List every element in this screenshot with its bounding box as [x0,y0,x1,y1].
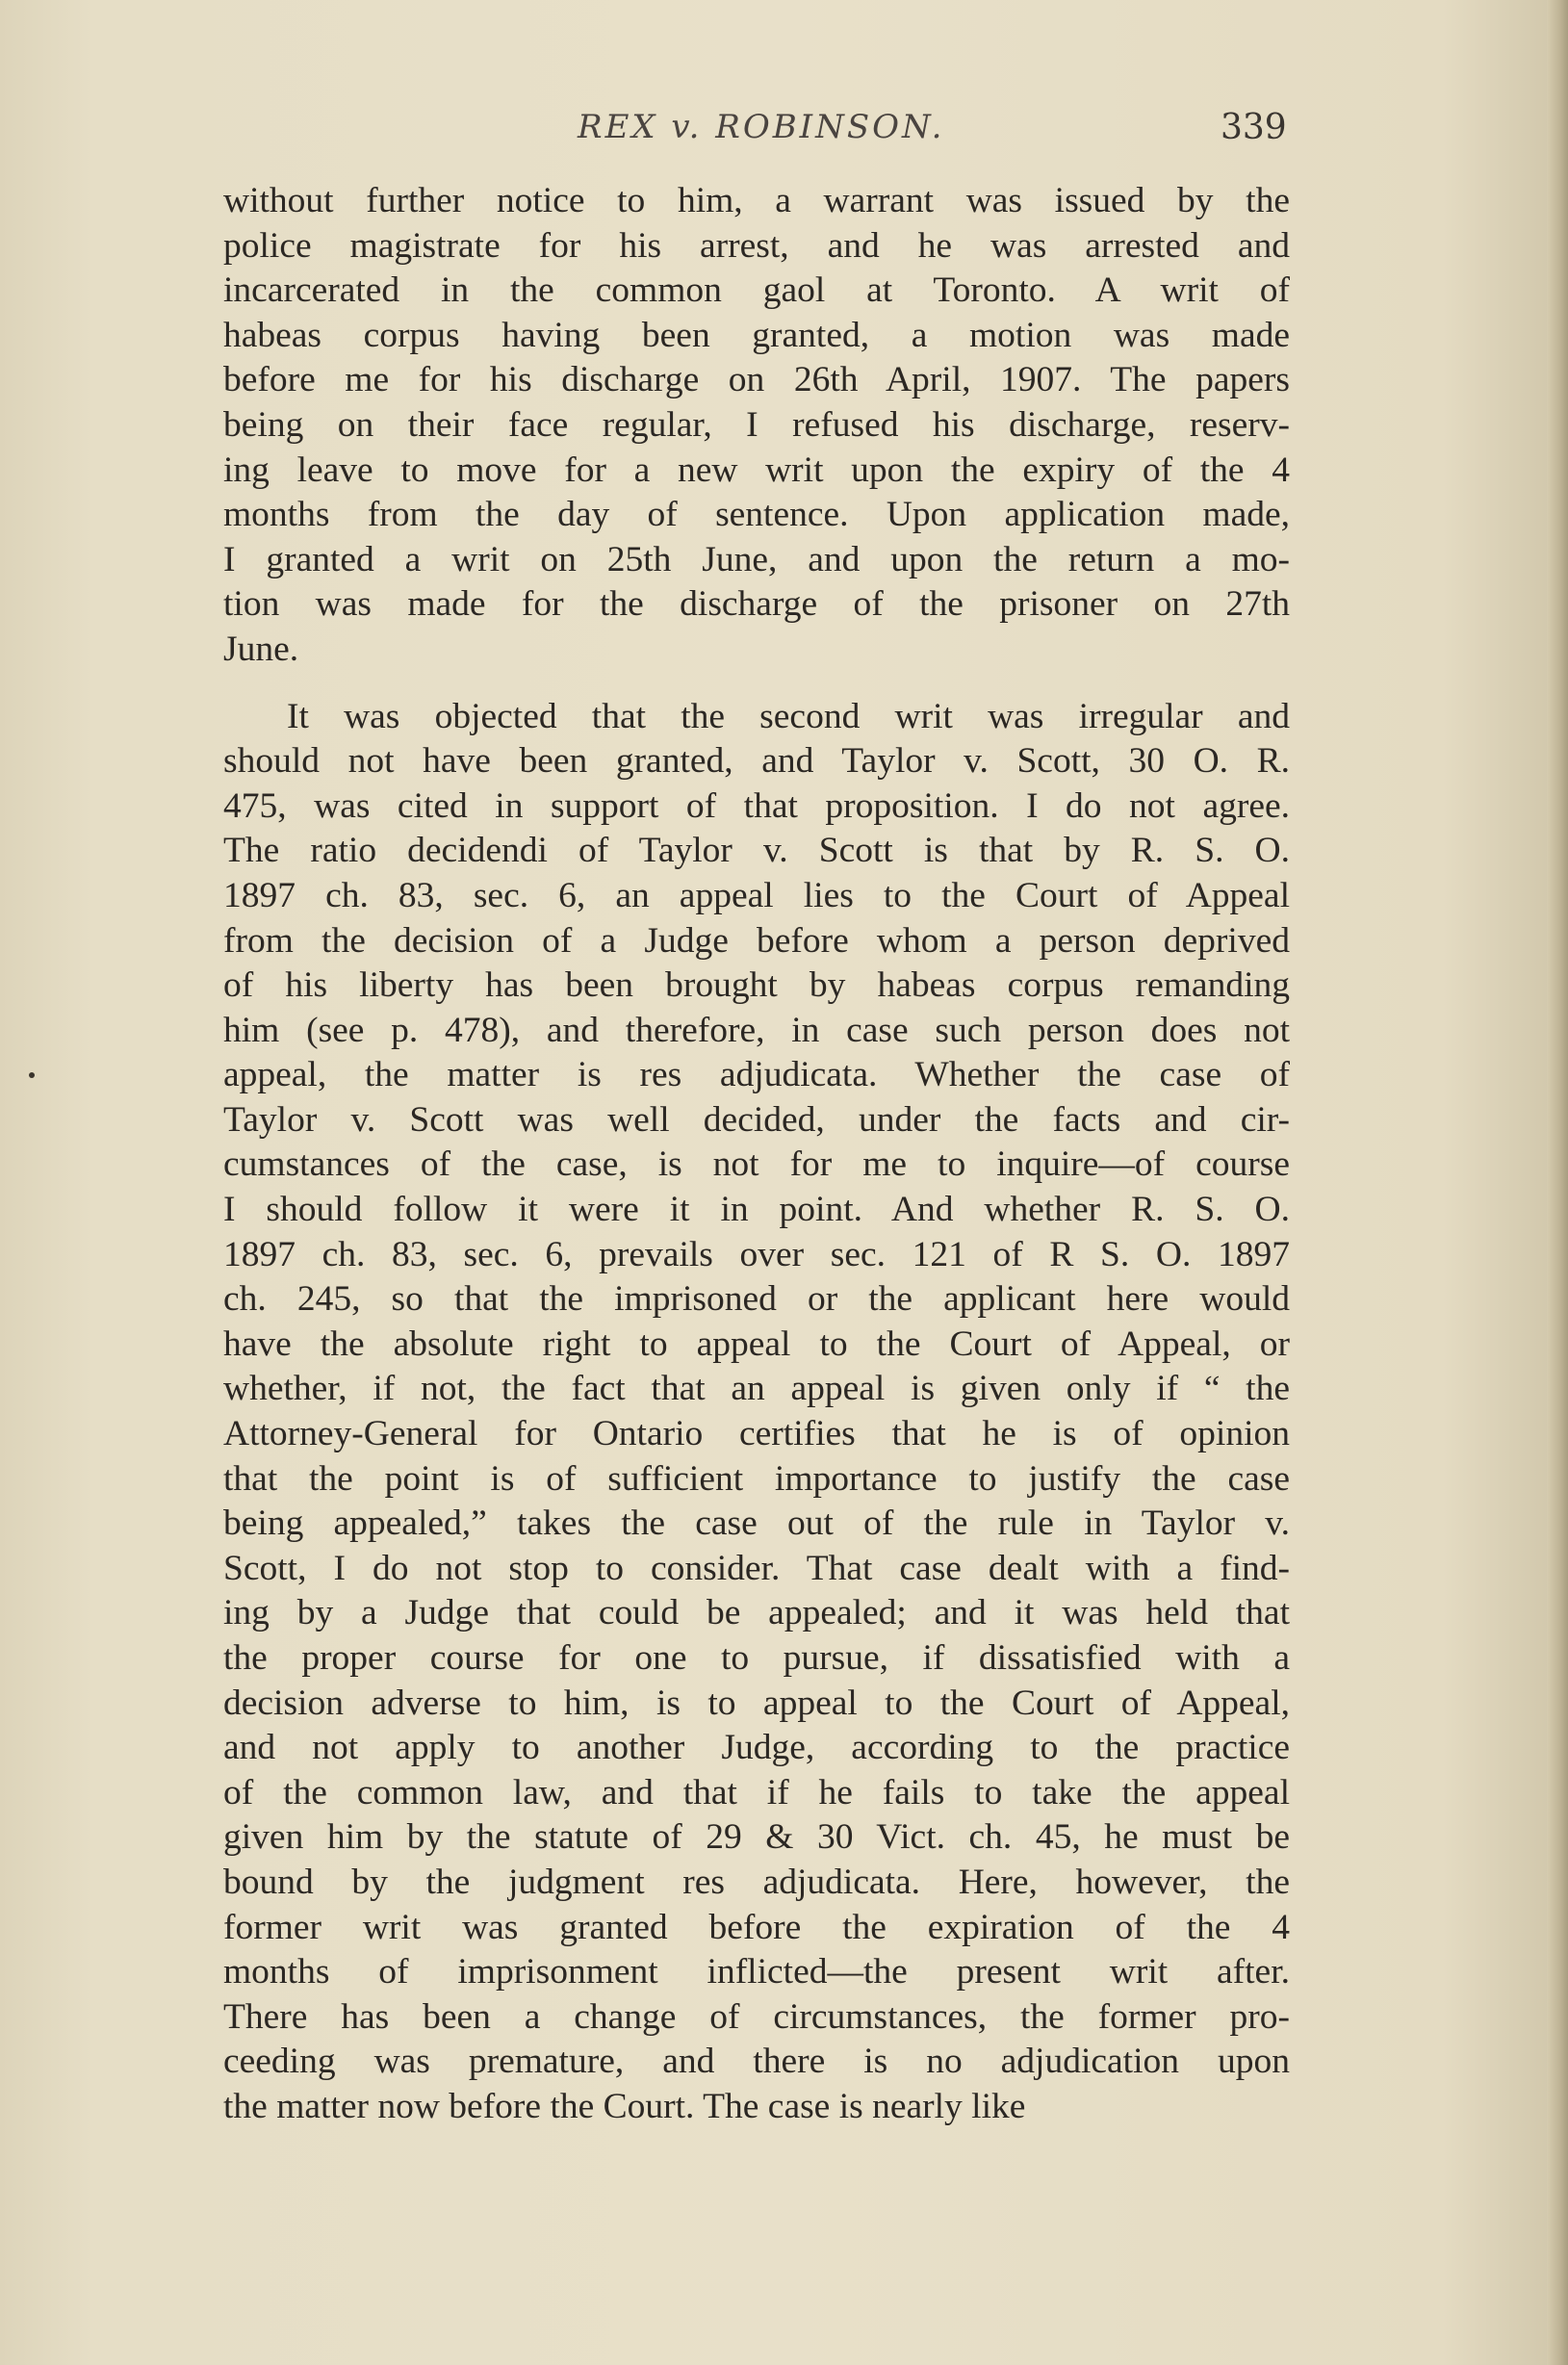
text-line: bound by the judgment res adjudicata. Here, however, the [223,1862,1290,1902]
paragraph-1 [223,179,1290,673]
text-line-content: It was objected that the second writ was irregular and [287,696,1290,736]
text-line: ceeding was premature, and there is no adjudication upon [223,2042,1290,2082]
text-line: the matter now before the Court. The case is nearly like [223,2086,1026,2126]
text-line: being on their face regular, I refused his discharge, reserv- [223,404,1290,445]
text-line: before me for his discharge on 26th April, 1907. The papers [223,360,1290,400]
body-text [223,179,1290,2130]
page-edge [1547,0,1568,2365]
text-line: of the common law, and that if he fails to take the appeal [223,1772,1290,1812]
page-number: 339 [1221,108,1287,147]
text-line: Scott, I do not stop to consider. That case dealt with a find- [223,1548,1290,1588]
text-line: I granted a writ on 25th June, and upon the return a mo- [223,539,1290,579]
text-line: being appealed,” takes the case out of the rule in Taylor v. [223,1504,1290,1544]
text-line: should not have been granted, and Taylor v. Scott, 30 O. R. [223,741,1290,782]
text-line: 1897 ch. 83, sec. 6, prevails over sec. 121 of R S. O. 1897 [223,1234,1290,1274]
text-line: given him by the statute of 29 & 30 Vict. ch. 45, he must be [223,1817,1290,1858]
text-line: months from the day of sentence. Upon application made, [223,495,1290,535]
text-line: incarcerated in the common gaol at Toronto. A writ of [223,270,1290,311]
text-line: 475, was cited in support of that proposition. I do not agree. [223,785,1290,826]
text-line: him (see p. 478), and therefore, in case such person does not [223,1010,1290,1050]
text-line: and not apply to another Judge, according to the practice [223,1728,1290,1768]
text-line: the proper course for one to pursue, if dissatisfied with a [223,1638,1290,1678]
text-line: Attorney-General for Ontario certifies that he is of opinion [223,1414,1290,1454]
text-line: ing by a Judge that could be appealed; and it was held that [223,1593,1290,1633]
running-head-title: REX v. ROBINSON. [578,108,945,146]
text-line: 1897 ch. 83, sec. 6, an appeal lies to the Court of Appeal [223,875,1290,915]
text-line: whether, if not, the fact that an appeal is given only if “ the [223,1369,1290,1409]
running-head [0,108,1568,166]
text-line: Taylor v. Scott was well decided, under the facts and cir- [223,1099,1290,1140]
text-line: habeas corpus having been granted, a motion was made [223,315,1290,355]
text-line: There has been a change of circumstances, the former pro- [223,1996,1290,2037]
text-line: appeal, the matter is res adjudicata. Whether the case of [223,1055,1290,1095]
text-line: decision adverse to him, is to appeal to the Court of Appeal, [223,1683,1290,1723]
text-line: of his liberty has been brought by habeas corpus remanding [223,965,1290,1006]
text-line: ing leave to move for a new writ upon the expiry of the 4 [223,450,1290,490]
text-line: police magistrate for his arrest, and he was arrested and [223,225,1290,266]
text-line: June. [223,629,299,669]
paragraph-2 [223,695,1290,2130]
text-line: ch. 245, so that the imprisoned or the applicant here would [223,1279,1290,1320]
text-line: The ratio decidendi of Taylor v. Scott is that by R. S. O. [223,831,1290,871]
text-line [223,695,1290,740]
text-line: former writ was granted before the expiration of the 4 [223,1907,1290,1947]
text-line: I should follow it were it in point. And whether R. S. O. [223,1190,1290,1230]
text-line: cumstances of the case, is not for me to inquire—of course [223,1144,1290,1185]
text-line: months of imprisonment inflicted—the present writ after. [223,1952,1290,1992]
text-line: tion was made for the discharge of the prisoner on 27th [223,584,1290,625]
text-line: have the absolute right to appeal to the Court of Appeal, or [223,1324,1290,1364]
text-line: without further notice to him, a warrant was issued by the [223,181,1290,220]
text-line: that the point is of sufficient importance to justify the case [223,1458,1290,1499]
text-line: from the decision of a Judge before whom a person deprived [223,920,1290,961]
ink-speck [29,1072,35,1078]
